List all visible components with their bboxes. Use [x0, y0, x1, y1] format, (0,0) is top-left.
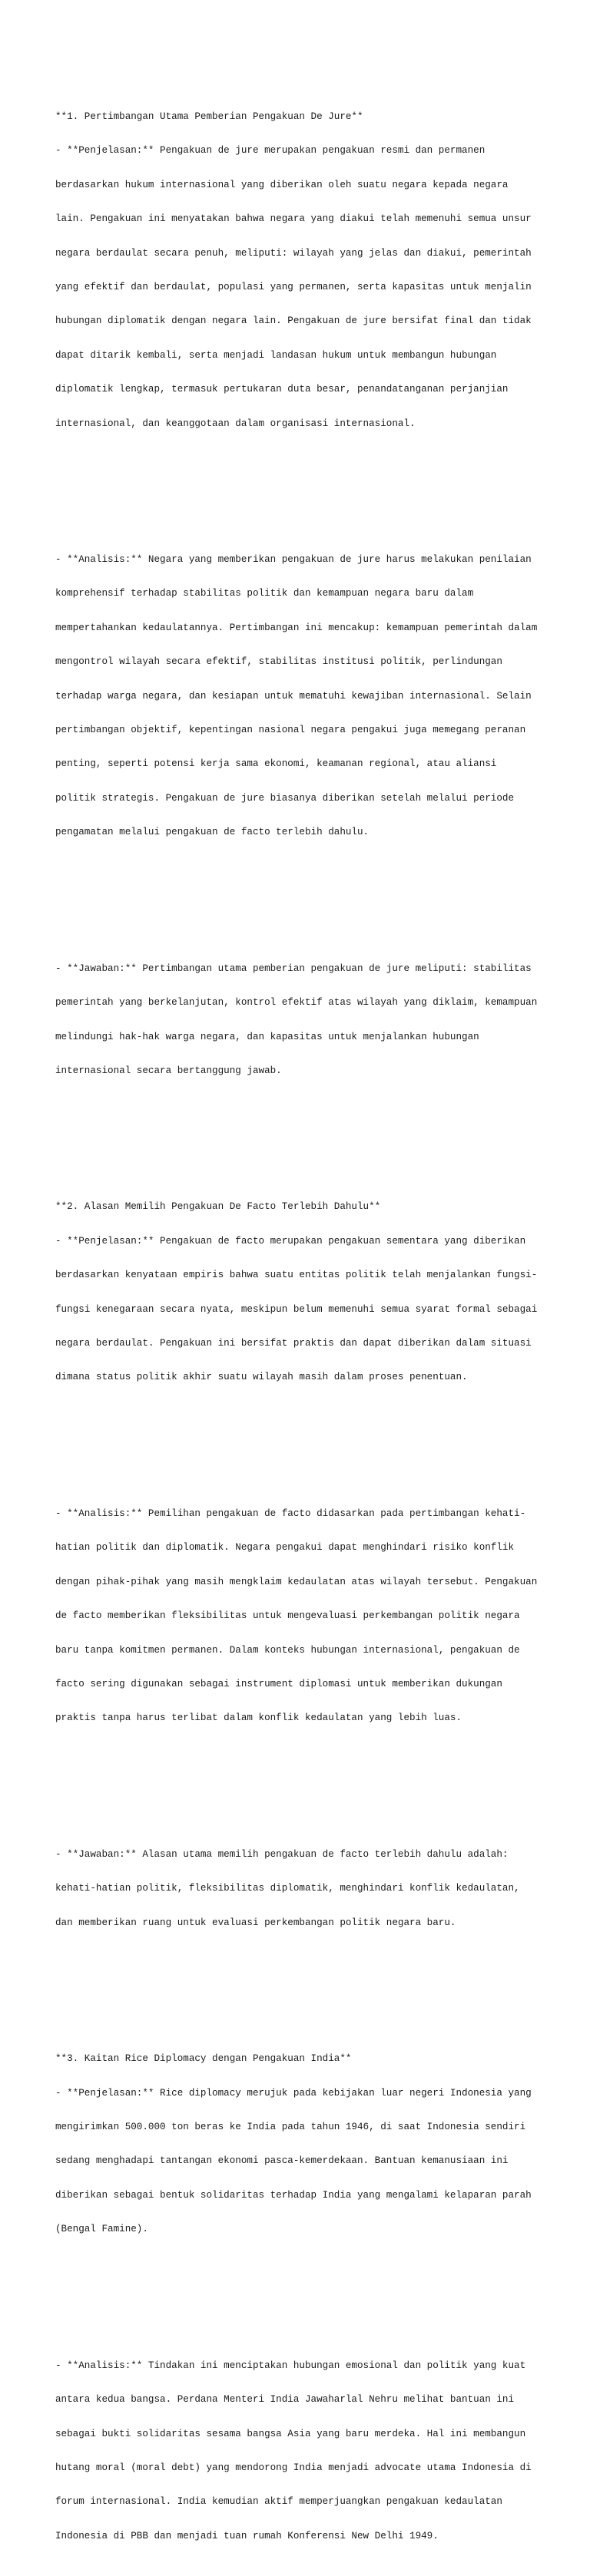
text-line: berdasarkan kenyataan empiris bahwa suatu entitas politik telah menjalankan fungsi- [55, 1270, 538, 1281]
text-line: - **Penjelasan:** Rice diplomacy merujuk pada kebijakan luar negeri Indonesia yang [55, 2087, 532, 2099]
document-body [55, 54, 547, 2576]
text-line: politik strategis. Pengakuan de jure biasanya diberikan setelah melalui periode [55, 792, 515, 804]
text-line: mengirimkan 500.000 ton beras ke India pada tahun 1946, di saat Indonesia sendiri [55, 2122, 526, 2133]
paragraph-gap [55, 1974, 547, 1986]
text-line: pengamatan melalui pengakuan de facto terlebih dahulu. [55, 827, 370, 838]
text-line: pemerintah yang berkelanjutan, kontrol efektif atas wilayah yang diklaim, kemampuan [55, 997, 538, 1009]
text-line: dapat ditarik kembali, serta menjadi landasan hukum untuk membangun hubungan [55, 349, 497, 361]
paragraph-defacto-analysis [55, 1485, 547, 1746]
text-line: dengan pihak-pihak yang masih mengklaim kedaulatan atas wilayah tersebut. Pengakuan [55, 1576, 538, 1587]
text-line: diplomatik lengkap, termasuk pertukaran duta besar, penandatanganan perjanjian [55, 384, 509, 395]
paragraph-gap [55, 1428, 547, 1440]
text-line: - **Jawaban:** Alasan utama memilih pengakuan de facto terlebih dahulu adalah: [55, 1848, 509, 1860]
paragraph-gap [55, 2280, 547, 2292]
text-line: de facto memberikan fleksibilitas untuk mengevaluasi perkembangan politik negara [55, 1610, 520, 1622]
text-line: Indonesia di PBB dan menjadi tuan rumah Konferensi New Delhi 1949. [55, 2530, 439, 2541]
text-line: negara berdaulat. Pengakuan ini bersifat praktis dan dapat diberikan dalam situasi [55, 1338, 532, 1349]
text-line: melindungi hak-hak warga negara, dan kapasitas untuk menjalankan hubungan [55, 1031, 479, 1042]
text-line: yang efektif dan berdaulat, populasi yang permanen, serta kapasitas untuk menjalin [55, 281, 532, 292]
paragraph-gap [55, 474, 547, 486]
text-line: - **Analisis:** Tindakan ini menciptakan hubungan emosional dan politik yang kuat [55, 2360, 526, 2371]
text-line: antara kedua bangsa. Perdana Menteri India Jawaharlal Nehru melihat bantuan ini [55, 2394, 515, 2406]
paragraph-rice-explanation [55, 2031, 547, 2258]
text-line: - **Analisis:** Negara yang memberikan pengakuan de jure harus melakukan penilaian [55, 554, 532, 566]
text-line: facto sering digunakan sebagai instrument diplomasi untuk memberikan dukungan [55, 1678, 502, 1689]
heading-section-1: **1. Pertimbangan Utama Pemberian Pengakuan De Jure** [55, 111, 363, 122]
paragraph-gap [55, 883, 547, 895]
text-line: kehati-hatian politik, fleksibilitas diplomatik, menghindari konflik kedaulatan, [55, 1883, 520, 1894]
text-line: - **Penjelasan:** Pengakuan de jure merupakan pengakuan resmi dan permanen [55, 145, 486, 157]
text-line: dimana status politik akhir suatu wilayah masih dalam proses penentuan. [55, 1372, 468, 1383]
text-line: mempertahankan kedaulatannya. Pertimbangan ini mencakup: kemampuan pemerintah dalam [55, 622, 538, 633]
text-line: lain. Pengakuan ini menyatakan bahwa negara yang diakui telah memenuhi semua unsur [55, 213, 532, 225]
text-line: penting, seperti potensi kerja sama ekonomi, keamanan regional, atau aliansi [55, 758, 497, 770]
text-line: - **Penjelasan:** Pengakuan de facto merupakan pengakuan sementara yang diberikan [55, 1235, 526, 1247]
text-line: praktis tanpa harus terlibat dalam konflik kedaulatan yang lebih luas. [55, 1712, 462, 1724]
text-line: diberikan sebagai bentuk solidaritas terhadap India yang mengalami kelaparan parah [55, 2189, 532, 2201]
text-line: dan memberikan ruang untuk evaluasi perkembangan politik negara baru. [55, 1917, 456, 1928]
text-line: (Bengal Famine). [55, 2224, 148, 2235]
text-line: berdasarkan hukum internasional yang diberikan oleh suatu negara kepada negara [55, 179, 509, 190]
paragraph-dejure-explanation [55, 88, 547, 452]
text-line: internasional secara bertanggung jawab. [55, 1065, 282, 1076]
text-line: terhadap warga negara, dan kesiapan untuk mematuhi kewajiban internasional. Selain [55, 690, 532, 702]
text-line: pertimbangan objektif, kepentingan nasional negara pengakui juga memegang peranan [55, 725, 526, 736]
heading-section-2: **2. Alasan Memilih Pengakuan De Facto Terlebih Dahulu** [55, 1201, 381, 1213]
paragraph-dejure-analysis [55, 531, 547, 860]
paragraph-gap [55, 1769, 547, 1781]
text-line: mengontrol wilayah secara efektif, stabilitas institusi politik, perlindungan [55, 656, 502, 668]
text-line: sebagai bukti solidaritas sesama bangsa Asia yang baru merdeka. Hal ini membangun [55, 2428, 526, 2439]
text-line: baru tanpa komitmen permanen. Dalam konteks hubungan internasional, pengakuan de [55, 1644, 520, 1656]
text-line: fungsi kenegaraan secara nyata, meskipun belum memenuhi semua syarat formal sebagai [55, 1303, 538, 1315]
paragraph-rice-analysis [55, 2337, 547, 2564]
text-line: hubungan diplomatik dengan negara lain. Pengakuan de jure bersifat final dan tidak [55, 315, 532, 327]
text-line: internasional, dan keanggotaan dalam organisasi internasional. [55, 418, 416, 429]
text-line: komprehensif terhadap stabilitas politik dan kemampuan negara baru dalam [55, 588, 474, 599]
text-line: hutang moral (moral debt) yang mendorong India menjadi advocate utama Indonesia di [55, 2462, 532, 2473]
text-line: negara berdaulat secara penuh, meliputi: wilayah yang jelas dan diakui, pemerintah [55, 247, 532, 259]
text-line: hatian politik dan diplomatik. Negara pengakui dapat menghindari risiko konflik [55, 1542, 515, 1554]
heading-section-3: **3. Kaitan Rice Diplomacy dengan Pengakuan India** [55, 2053, 352, 2065]
paragraph-defacto-answer [55, 1826, 547, 1951]
paragraph-defacto-explanation [55, 1179, 547, 1406]
paragraph-gap [55, 1122, 547, 1134]
text-line: - **Jawaban:** Pertimbangan utama pemberian pengakuan de jure meliputi: stabilitas [55, 963, 532, 974]
text-line: forum internasional. India kemudian aktif memperjuangkan pengakuan kedaulatan [55, 2496, 502, 2508]
text-line: sedang menghadapi tantangan ekonomi pasca-kemerdekaan. Bantuan kemanusiaan ini [55, 2155, 509, 2167]
text-line: - **Analisis:** Pemilihan pengakuan de facto didasarkan pada pertimbangan kehati- [55, 1508, 526, 1519]
paragraph-dejure-answer [55, 940, 547, 1099]
